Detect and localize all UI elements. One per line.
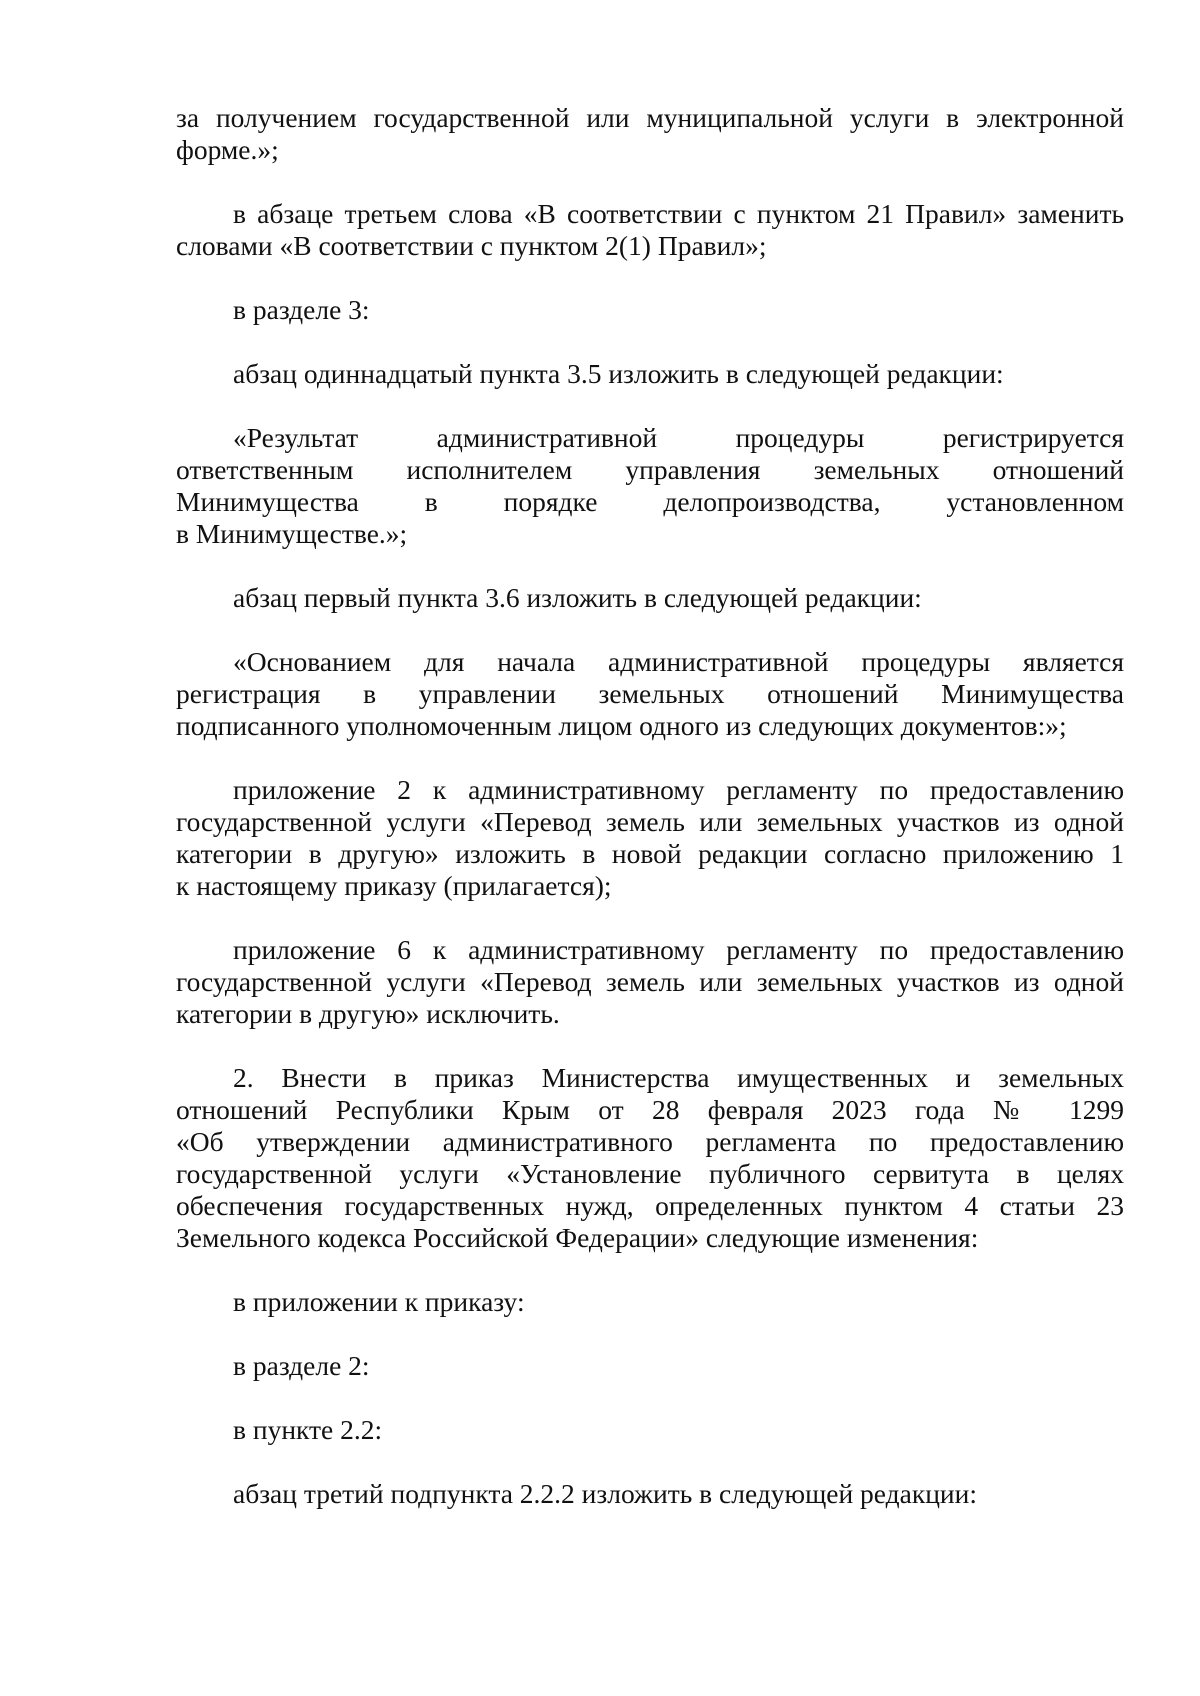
text-line: государственной услуги «Установление публичного сервитута в целях (176, 1158, 1124, 1189)
text-line: абзац первый пункта 3.6 изложить в следующей редакции: (233, 582, 922, 613)
text-line: «Об утверждении административного регламента по предоставлению (176, 1126, 1124, 1157)
text-line: в Минимуществе.»; (176, 518, 408, 549)
paragraph-basis-quote (176, 646, 1124, 742)
text-line: регистрация в управлении земельных отношений Минимущества (176, 678, 1124, 709)
text-line: государственной услуги «Перевод земель или земельных участков из одной (176, 806, 1124, 837)
text-line: Земельного кодекса Российской Федерации» следующие изменения: (176, 1222, 979, 1253)
document-page (176, 102, 1124, 1542)
text-line: в абзаце третьем слова «В соответствии с пунктом 21 Правил» заменить (233, 198, 1124, 229)
paragraph-section-2 (176, 1350, 1124, 1382)
text-line: 2. Внести в приказ Министерства имущественных и земельных (233, 1062, 1124, 1093)
text-line: категории в другую» исключить. (176, 998, 560, 1029)
paragraph-in-appendix (176, 1286, 1124, 1318)
text-line: приложение 6 к административному регламенту по предоставлению (233, 934, 1124, 965)
paragraph-appendix-6 (176, 934, 1124, 1030)
paragraph-abzac-11 (176, 358, 1124, 390)
text-line: в разделе 2: (233, 1350, 370, 1381)
text-line: к настоящему приказу (прилагается); (176, 870, 612, 901)
text-line: в пункте 2.2: (233, 1414, 383, 1445)
paragraph-continuation (176, 102, 1124, 166)
paragraph-appendix-2 (176, 774, 1124, 902)
paragraph-result-quote (176, 422, 1124, 550)
text-line: абзац третий подпункта 2.2.2 изложить в следующей редакции: (233, 1478, 978, 1509)
paragraph-point-2-2 (176, 1414, 1124, 1446)
text-line: отношений Республики Крым от 28 февраля 2023 года № 1299 (176, 1094, 1124, 1125)
paragraph-item-2 (176, 1062, 1124, 1254)
text-line: государственной услуги «Перевод земель или земельных участков из одной (176, 966, 1124, 997)
text-line: в разделе 3: (233, 294, 370, 325)
text-line: приложение 2 к административному регламенту по предоставлению (233, 774, 1124, 805)
paragraph-section-3 (176, 294, 1124, 326)
text-line: Минимущества в порядке делопроизводства, установленном (176, 486, 1124, 517)
text-line: подписанного уполномоченным лицом одного из следующих документов:»; (176, 710, 1067, 741)
text-line: «Основанием для начала административной процедуры является (233, 646, 1124, 677)
text-line: форме.»; (176, 134, 279, 165)
paragraph-abzac-2-2-2 (176, 1478, 1124, 1510)
text-line: «Результат административной процедуры регистрируется (233, 422, 1124, 453)
text-line: за получением государственной или муниципальной услуги в электронной (176, 102, 1124, 133)
text-line: словами «В соответствии с пунктом 2(1) Правил»; (176, 230, 767, 261)
text-line: категории в другую» изложить в новой редакции согласно приложению 1 (176, 838, 1124, 869)
text-line: абзац одиннадцатый пункта 3.5 изложить в следующей редакции: (233, 358, 1004, 389)
text-line: в приложении к приказу: (233, 1286, 525, 1317)
text-line: ответственным исполнителем управления земельных отношений (176, 454, 1124, 485)
paragraph-third-abzac (176, 198, 1124, 262)
paragraph-abzac-first-36 (176, 582, 1124, 614)
text-line: обеспечения государственных нужд, определенных пунктом 4 статьи 23 (176, 1190, 1124, 1221)
